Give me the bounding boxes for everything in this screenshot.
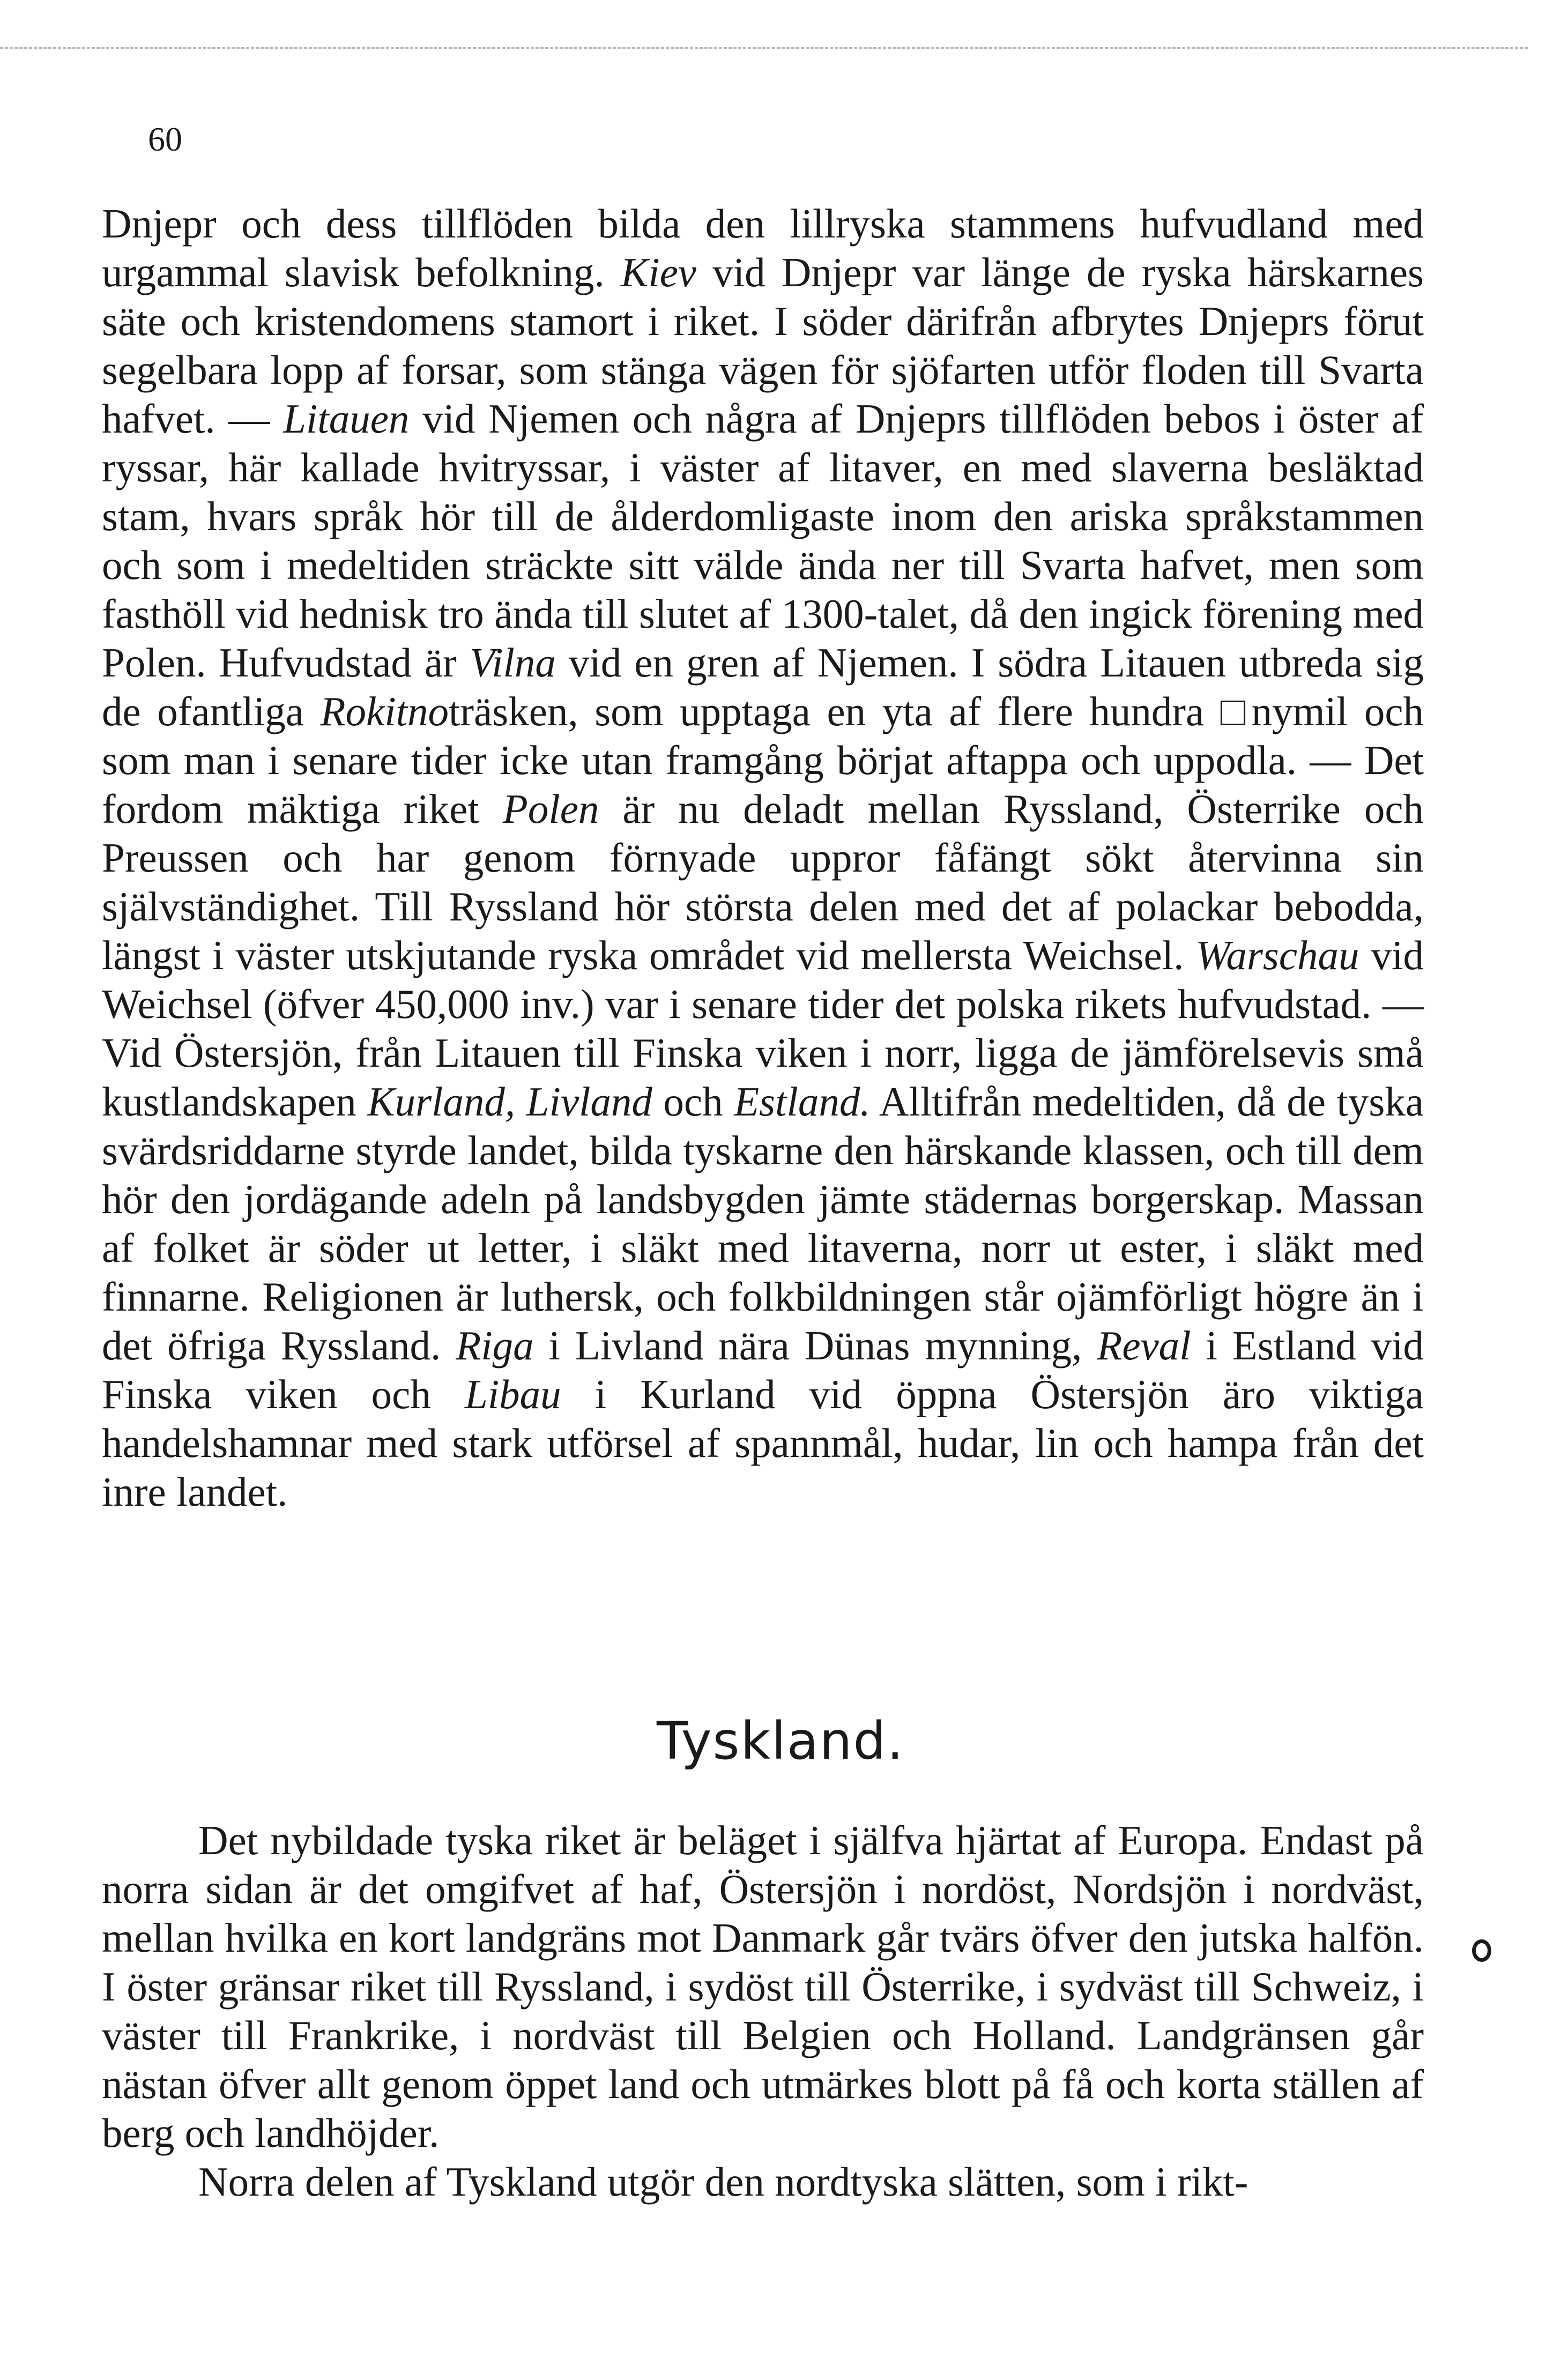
place-name-vilna: Vilna xyxy=(469,639,556,686)
scan-edge-rule xyxy=(0,47,1528,49)
paragraph: Det nybildade tyska riket är beläget i själfva hjärtat af Europa. Endast på norra sidan är det omgifvet af haf, Östersjön i nordöst, Nordsjön i nordväst, mellan hvilka en kort landgräns mot Danmark går tvärs öfver den jutska halfön. I öster gränsar riket till Ryssland, i sydöst till Österrike, i sydväst till Schweiz, i väster till Frankrike, i nordväst till Belgien och Holland. Landgränsen går nästan öfver allt genom öppet land och utmärkes blott på få och korta ställen af berg och landhöjder. xyxy=(102,1817,1424,2156)
body-text-section-2 xyxy=(102,1816,1424,2206)
place-name-litauen: Litauen xyxy=(283,396,410,442)
body-text-section-1 xyxy=(102,199,1424,1516)
text-run: är nu deladt mellan Ryssland, Österrike och Preussen och har genom förnyade uppror fåfängt sökt återvinna sin självständighet. Till Ryssland hör största delen med det af polackar bebodda, längst i väster utskjutande ryska området vid mellersta Weichsel. xyxy=(102,786,1424,978)
text-run: i Kurland vid öppna Östersjön äro viktiga handelshamnar med stark utförsel af spannmål, hudar, lin och hampa från det inre landet. xyxy=(102,1371,1424,1515)
text-run: vid en gren af Njemen. I södra Litauen utbreda sig de ofantliga xyxy=(102,639,1424,734)
text-run: Dnjepr och dess tillflöden bilda den lillryska stammens hufvudland med urgammal slavisk befolkning. xyxy=(102,200,1424,295)
text-run: och xyxy=(663,1079,723,1125)
text-run: vid Njemen och några af Dnjeprs tillflöden bebos i öster af ryssar, här kallade hvitryssar, i väster af litaver, en med slaverna besläktad stam, hvars språk hör till de ålderdomligaste inom den ariska språkstammen och som i medeltiden sträckte sitt välde ända ner till Svarta hafvet, men som fasthöll vid hednisk tro ända till slutet af 1300-talet, då den ingick förening med Polen. Hufvudstad är xyxy=(102,396,1424,686)
place-name-estland: Estland. xyxy=(734,1079,871,1125)
place-name-kurland-livland: Kurland, Livland xyxy=(367,1079,652,1125)
text-run: i Livland nära Dünas mynning, xyxy=(548,1322,1082,1368)
paragraph xyxy=(102,199,1424,1516)
place-name-rokitno: Rokitno xyxy=(320,688,449,734)
margin-ring-mark-icon xyxy=(1472,1939,1491,1962)
paragraph: Norra delen af Tyskland utgör den nordtyska slätten, som i rikt- xyxy=(198,2159,1248,2205)
place-name-riga: Riga xyxy=(456,1322,534,1368)
text-run: vid Dnjepr var länge de ryska härskarnes säte och kristendomens stamort i riket. I söder därifrån afbrytes Dnjeprs förut segelbara lopp af forsar, som stänga vägen för sjöfarten utför floden till Svarta hafvet. — xyxy=(102,249,1424,442)
text-run: i Estland vid Finska viken och xyxy=(102,1322,1424,1417)
text-run: träsken, som upptaga en yta af flere hundra □nymil och som man i senare tider icke utan framgång börjat aftappa och uppodla. — Det fordom mäktiga riket xyxy=(102,688,1424,832)
place-name-kiev: Kiev xyxy=(620,249,697,295)
section-heading: Tyskland. xyxy=(657,1711,904,1771)
text-run: Alltifrån medeltiden, då de tyska svärdsriddarne styrde landet, bilda tyskarne den härskande klassen, och till dem hör den jordägande adeln på landsbygden jämte städernas borgerskap. Massan af folket är söder ut letter, i släkt med litaverna, norr ut ester, i släkt med finnarne. Religionen är luthersk, och folkbildningen står ojämförligt högre än i det öfriga Ryssland. xyxy=(102,1079,1424,1368)
place-name-reval: Reval xyxy=(1097,1322,1191,1368)
place-name-warschau: Warschau xyxy=(1195,932,1359,978)
place-name-polen: Polen xyxy=(502,786,599,832)
place-name-libau: Libau xyxy=(464,1371,561,1417)
text-run: vid Weichsel (öfver 450,000 inv.) var i senare tider det polska rikets hufvudstad. — Vid Östersjön, från Litauen till Finska viken i norr, ligga de jämförelsevis små kustlandskapen xyxy=(102,932,1424,1125)
page-number: 60 xyxy=(148,120,182,158)
